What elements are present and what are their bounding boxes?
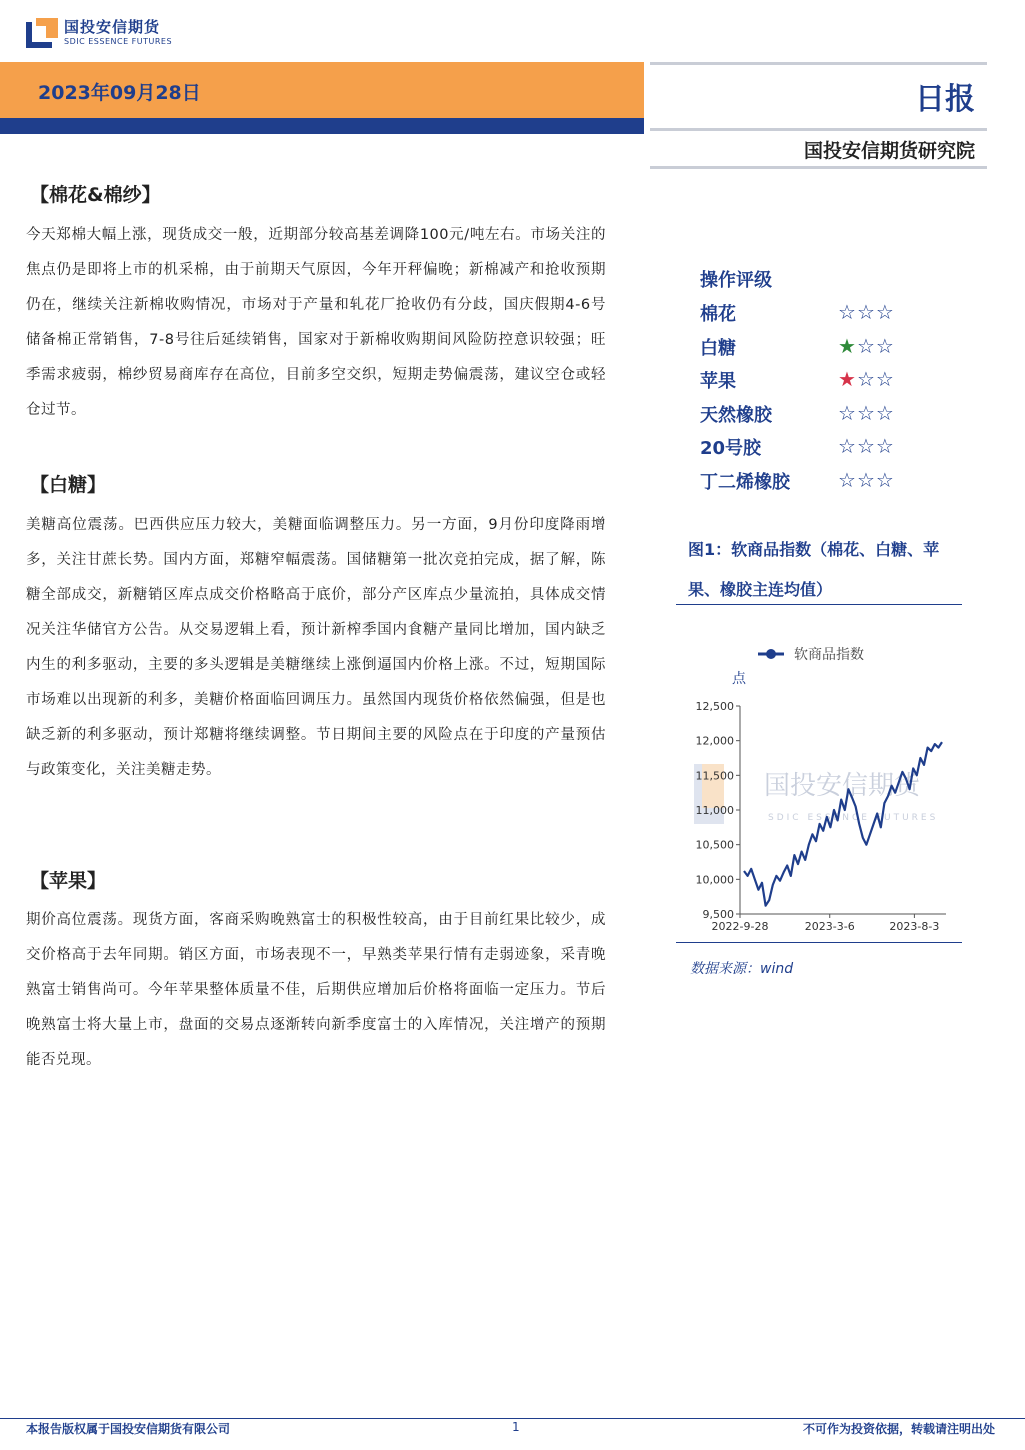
report-type: 日报 <box>915 82 975 117</box>
y-tick-label: 10,000 <box>695 873 734 887</box>
header-divider <box>650 128 987 131</box>
x-tick-label: 2023-3-6 <box>804 920 855 933</box>
filled-star-icon: ★ <box>838 367 857 391</box>
chart-legend <box>758 646 864 663</box>
figure-rule <box>676 604 962 605</box>
y-tick-label: 11,500 <box>695 769 734 783</box>
empty-star-icon: ☆ <box>875 434 895 458</box>
logo-subtitle: SDIC ESSENCE FUTURES <box>64 37 173 46</box>
rating-name: 丁二烯橡胶 <box>700 471 790 493</box>
header-divider <box>650 62 987 65</box>
rating-name: 天然橡胶 <box>700 404 772 426</box>
y-tick-label: 12,000 <box>695 734 734 748</box>
soft-commodity-index-chart <box>676 620 962 940</box>
header-divider <box>650 166 987 169</box>
data-source: 数据来源：wind <box>690 961 794 977</box>
company-logo-icon <box>26 18 58 48</box>
x-tick-label: 2022-9-28 <box>711 920 769 933</box>
section-body-sugar: 美糖高位震荡。巴西供应压力较大，美糖面临调整压力。另一方面，9月份印度降雨增多，关注甘蔗长势。国内方面，郑糖窄幅震荡。国储糖第一批次竞拍完成，据了解，陈糖全部成交，新糖销区库点成交价格略高于底价，部分产区库点少量流拍，具体成交情况关注华储官方公告。从交易逻辑上看，预计新榨季国内食糖产量同比增加，国内缺乏内生的利多驱动，主要的多头逻辑是美糖继续上涨倒逼国内价格上涨。不过，短期国际市场难以出现新的利多，美糖价格面临回调压力。虽然国内现货价格依然偏强，但是也缺乏新的利多驱动，预计郑糖将继续调整。节日期间主要的风险点在于印度的产量预估与政策变化，关注美糖走势。 <box>26 517 606 778</box>
section-title-apple: 【苹果】 <box>30 870 107 892</box>
report-date: 2023年09月28日 <box>38 82 201 104</box>
logo-text: 国投安信期货 <box>64 18 161 36</box>
x-tick-label: 2023-8-3 <box>889 920 940 933</box>
section-title-sugar: 【白糖】 <box>30 474 107 496</box>
empty-star-icon: ☆ <box>856 300 876 324</box>
ratings-title: 操作评级 <box>700 270 772 291</box>
empty-star-icon: ☆ <box>856 367 876 391</box>
y-axis-label: 点 <box>732 671 746 687</box>
rating-stars <box>838 434 895 458</box>
rating-stars <box>838 300 895 324</box>
empty-star-icon: ☆ <box>875 467 895 492</box>
legend-label: 软商品指数 <box>794 647 864 663</box>
rating-stars <box>838 334 895 358</box>
rating-row <box>700 300 950 330</box>
empty-star-icon: ☆ <box>856 400 876 425</box>
rating-stars <box>838 468 895 492</box>
watermark-subtext: SDIC ESSENCE FUTURES <box>768 813 939 823</box>
rating-name: 20号胶 <box>700 438 762 459</box>
footer-copyright: 本报告版权属于国投安信期货有限公司 <box>26 1422 231 1436</box>
rating-name: 白糖 <box>700 337 736 359</box>
figure-rule <box>676 942 962 943</box>
y-tick-label: 9,500 <box>702 908 734 921</box>
empty-star-icon: ☆ <box>838 434 857 458</box>
rating-name: 苹果 <box>700 371 736 392</box>
rating-row <box>700 401 950 431</box>
y-tick-label: 11,000 <box>695 804 734 817</box>
legend-marker <box>766 649 776 659</box>
empty-star-icon: ☆ <box>838 300 857 324</box>
institute-name: 国投安信期货研究院 <box>803 140 975 162</box>
watermark-text: 国投安信期货 <box>764 771 921 801</box>
section-body-cotton: 今天郑棉大幅上涨，现货成交一般，近期部分较高基差调降100元/吨左右。市场关注的焦点仍是即将上市的机采棉，由于前期天气原因，今年开秤偏晚；新棉减产和抢收预期仍在，继续关注新棉收购情况，市场对于产量和轧花厂抢收仍有分歧，国庆假期4-6号储备棉正常销售，7-8号往后延续销售，国家对于新棉收购期间风险防控意识较强；旺季需求疲弱，棉纱贸易商库存在高位，目前多空交织，短期走势偏震荡，建议空仓或轻仓过节。 <box>26 227 606 418</box>
empty-star-icon: ☆ <box>856 434 876 458</box>
rating-stars <box>838 367 895 391</box>
empty-star-icon: ☆ <box>875 367 895 391</box>
y-tick-label: 12,500 <box>695 700 734 713</box>
footer-rule <box>0 1418 1025 1419</box>
page-number: 1 <box>512 1420 520 1434</box>
empty-star-icon: ☆ <box>875 333 895 358</box>
empty-star-icon: ☆ <box>856 467 876 492</box>
series-line <box>744 742 942 906</box>
rating-row <box>700 468 950 498</box>
rating-row <box>700 367 950 397</box>
y-tick-label: 10,500 <box>695 838 734 852</box>
rating-row <box>700 334 950 364</box>
rating-row <box>700 434 950 464</box>
empty-star-icon: ☆ <box>838 400 857 425</box>
rating-name: 棉花 <box>700 304 736 325</box>
header-blue-band <box>0 118 644 134</box>
section-title-cotton: 【棉花&棉纱】 <box>30 184 161 206</box>
empty-star-icon: ☆ <box>875 400 895 425</box>
figure-title: 图1：软商品指数（棉花、白糖、苹果、橡胶主连均值） <box>688 540 940 599</box>
filled-star-icon: ★ <box>838 333 857 358</box>
section-body-apple: 期价高位震荡。现货方面，客商采购晚熟富士的积极性较高，由于目前红果比较少，成交价格高于去年同期。销区方面，市场表现不一，早熟类苹果行情有走弱迹象，采青晚熟富士销售尚可。今年苹果整体质量不佳，后期供应增加后价格将面临一定压力。节后晚熟富士将大量上市，盘面的交易点逐渐转向新季度富士的入库情况，关注增产的预期能否兑现。 <box>26 912 606 1068</box>
chart-plot <box>744 742 942 906</box>
empty-star-icon: ☆ <box>875 300 895 324</box>
empty-star-icon: ☆ <box>838 467 857 492</box>
rating-stars <box>838 401 895 425</box>
empty-star-icon: ☆ <box>856 333 876 358</box>
footer-disclaimer: 不可作为投资依据，转载请注明出处 <box>802 1422 995 1436</box>
